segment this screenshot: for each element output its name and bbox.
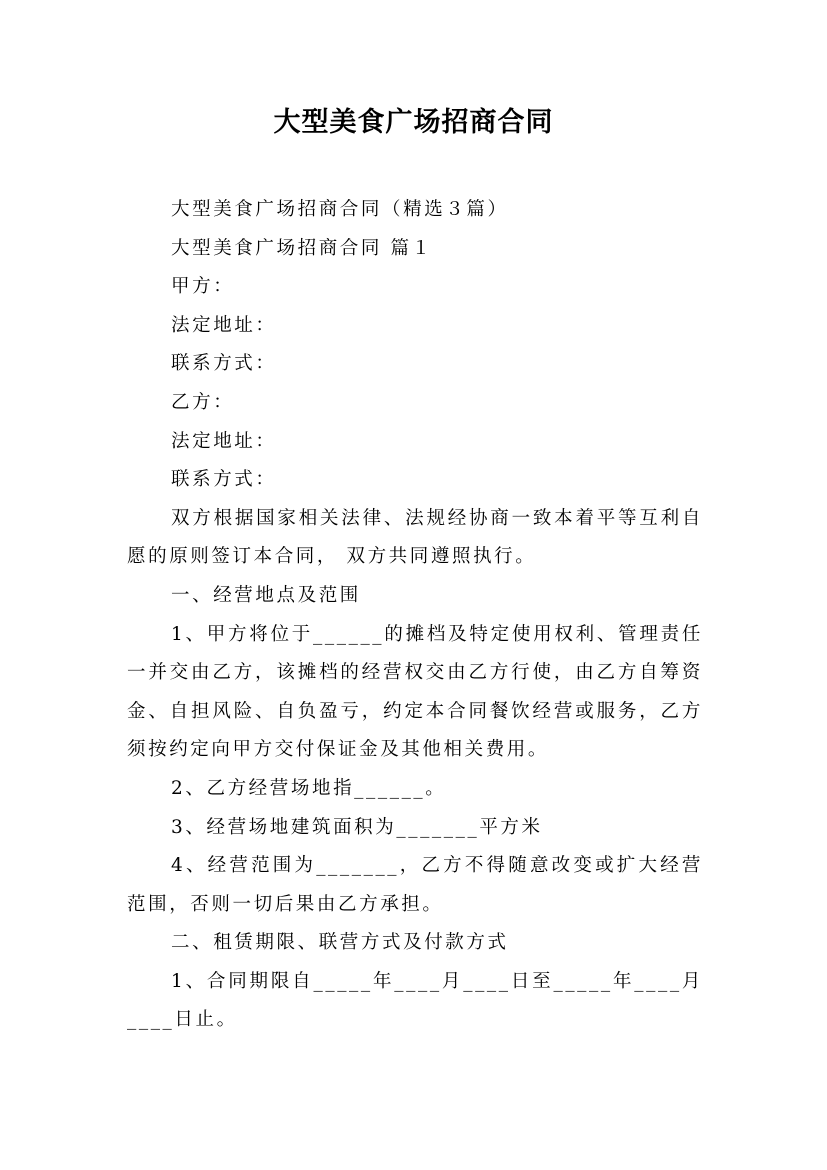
paragraph-party-a-contact: 联系方式： [171, 353, 277, 375]
paragraph-party-b-address: 法定地址： [171, 430, 277, 452]
section-heading-2: 二、租赁期限、联营方式及付款方式 [171, 932, 509, 954]
paragraph-party-b: 乙方： [171, 391, 235, 413]
clause-1-1: 1、甲方将位于______的摊档及特定使用权利、管理责任一并交由乙方，该摊档的经营权交由乙方行使，由乙方自筹资金、自担风险、自负盈亏，约定本合同餐饮经营或服务，乙方须按约定向甲方交付保证金及其他相关费用。 [127, 623, 703, 761]
paragraph-part-heading: 大型美食广场招商合同 篇１ [171, 237, 433, 259]
clause-2-1: 1、合同期限自_____年____月____日至_____年____月____日止。 [127, 970, 703, 1031]
paragraph-preamble: 双方根据国家相关法律、法规经协商一致本着平等互利自愿的原则签订本合同， 双方共同遵照执行。 [127, 507, 703, 568]
paragraph-subtitle: 大型美食广场招商合同（精选３篇） [171, 199, 509, 220]
clause-1-3: 3、经营场地建筑面积为_______平方米 [171, 816, 543, 838]
paragraph-party-b-contact: 联系方式： [171, 469, 277, 491]
paragraph-party-a: 甲方： [171, 276, 235, 298]
clause-1-4: 4、经营范围为_______，乙方不得随意改变或扩大经营范围，否则一切后果由乙方承担。 [127, 855, 703, 915]
paragraph-party-a-address: 法定地址： [171, 314, 277, 336]
section-heading-1: 一、经营地点及范围 [171, 584, 361, 606]
clause-1-2: 2、乙方经营场地指______。 [171, 777, 447, 799]
document-title: 大型美食广场招商合同 [273, 107, 554, 138]
document-body [127, 191, 703, 1040]
